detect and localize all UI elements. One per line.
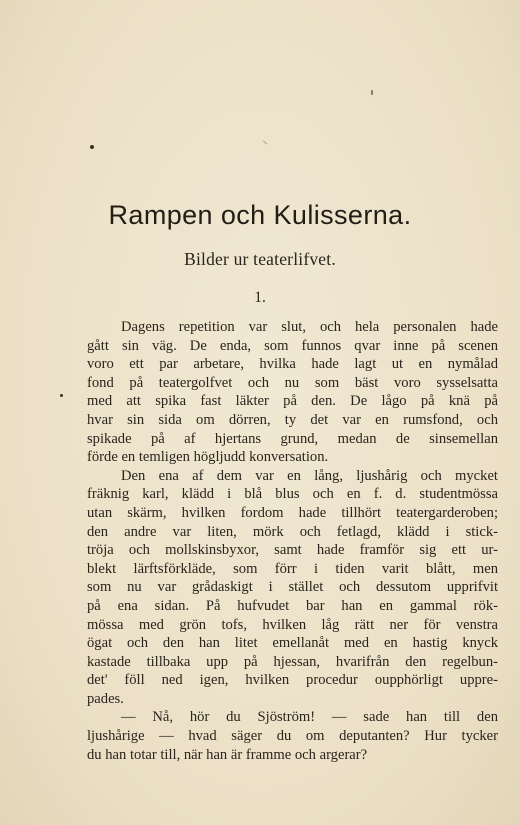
text-line: som nu var grådaskigt i stället och dessutom upprifvit [87,579,498,596]
text-line: den andre var liten, mörk och fetlagd, klädd i stick- [87,523,498,540]
page-subtitle: Bilder ur teaterlifvet. [184,249,336,269]
text-line: voro ett par arbetare, hvilka hade lagt ut en nymålad [87,356,498,373]
text-line: mössa med grön tofs, hvilken låg rätt ner för venstra [87,616,498,633]
text-line: Den ena af dem var en lång, ljushårig och mycket [121,467,498,484]
text-line: Dagens repetition var slut, och hela personalen hade [121,319,498,335]
text-line: gått sin väg. De enda, som funnos qvar inne på scenen [87,337,498,354]
text-line: ögat och den han litet emellanåt med en hastig knyck [87,635,498,652]
text-line: pades. [87,690,124,707]
text-line: tröja och mollskinsbyxor, samt hade framför sig ett ur- [87,542,498,559]
text-line: spikade på af hjertans grund, medan de sinsemellan [87,430,498,447]
text-line: det' föll ned igen, hvilken procedur oupphörligt uppre- [87,672,498,689]
chapter-number: 1. [254,289,266,306]
text-line: fond på teatergolfvet och nu som bäst voro sysselsatta [87,374,498,391]
body-text [87,318,498,764]
text-line: fräknig karl, klädd i blå blus och en f. d. studentmössa [87,486,498,503]
page-title: Rampen och Kulisserna. [108,200,412,230]
text-line: utan skärm, hvilken fordom hade tillhört teatergarderoben; [87,504,498,521]
text-line: blekt lärftsförkläde, som förr i tiden varit blått, men [87,560,498,577]
ink-speck [262,140,267,145]
text-line: ljushårige — hvad säger du om deputanten? Hur tycker [87,728,498,745]
text-line: på ena sidan. På hufvudet bar han en gammal rök- [87,597,498,614]
ink-speck [60,394,63,397]
text-line: kastade tillbaka upp på hjessan, hvarifrån den regelbun- [87,653,498,670]
ink-speck [371,90,373,95]
text-line: förde en temligen högljudd konversation. [87,449,329,466]
text-line: hvar sin sida om dörren, ty det var en rumsfond, och [87,411,498,428]
text-line: med att spika fast läkter på den. De lågo på knä på [87,393,498,410]
text-line: du han totar till, när han är framme och argerar? [87,746,368,763]
text-line: — Nå, hör du Sjöström! — sade han till den [121,709,498,726]
ink-speck [90,145,94,149]
